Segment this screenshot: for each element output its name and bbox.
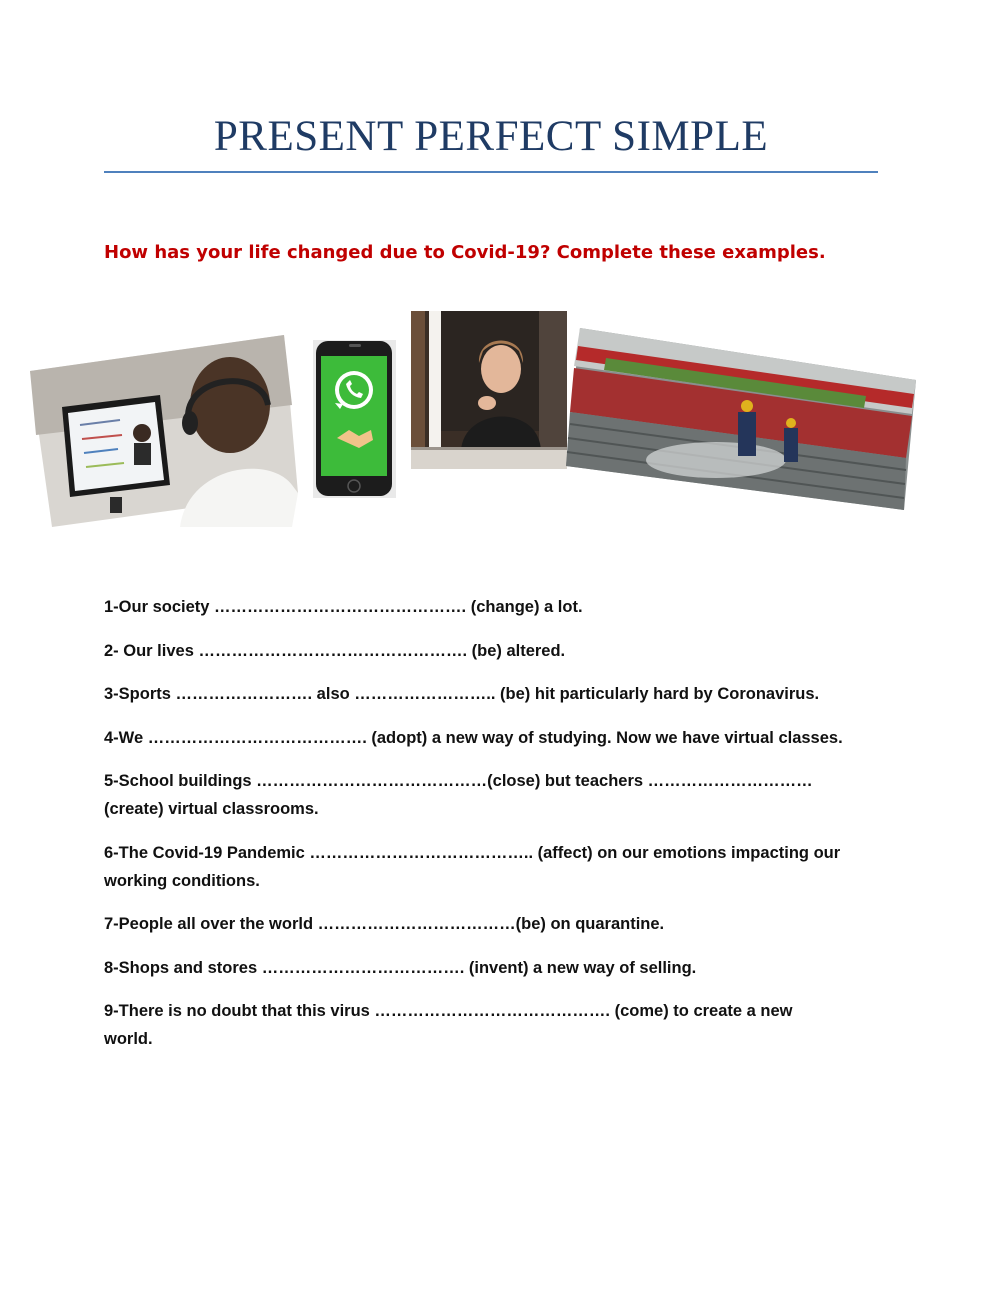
page-title: PRESENT PERFECT SIMPLE (213, 113, 769, 160)
whatsapp-phone-photo (313, 340, 396, 498)
window-woman-photo (411, 311, 567, 469)
instruction-text: How has your life changed due to Covid-19? Complete these examples. (104, 242, 826, 263)
sentence-2: 2- Our lives …………………………………………. (be) altered. (104, 641, 566, 660)
sentence-5: 5-School buildings ……………………………………(close) but teachers …………………………(create) virtual classrooms. (104, 772, 813, 818)
sentence-7: 7-People all over the world ………………………………(be) on quarantine. (104, 915, 665, 933)
sentence-8: 8-Shops and stores ………………………………. (invent) a new way of selling. (104, 958, 697, 977)
sentence-9: 9-There is no doubt that this virus ……………………………………. (come) to create a new world. (104, 1002, 793, 1048)
stadium-disinfection-photo (566, 328, 916, 510)
sentence-4: 4-We …………………………………. (adopt) a new way of studying. Now we have virtual classes. (104, 728, 843, 747)
online-class-photo (30, 335, 300, 527)
exercise-list (104, 593, 844, 1069)
sentence-1: 1-Our society ………………………………………. (change) a lot. (104, 598, 583, 616)
title-underline (104, 171, 878, 173)
sentence-6: 6-The Covid-19 Pandemic ………………………………….. (affect) on our emotions impacting our working conditions. (104, 843, 841, 890)
sentence-3: 3-Sports ……………………. also …………………….. (be) hit particularly hard by Coronavirus. (104, 685, 820, 703)
